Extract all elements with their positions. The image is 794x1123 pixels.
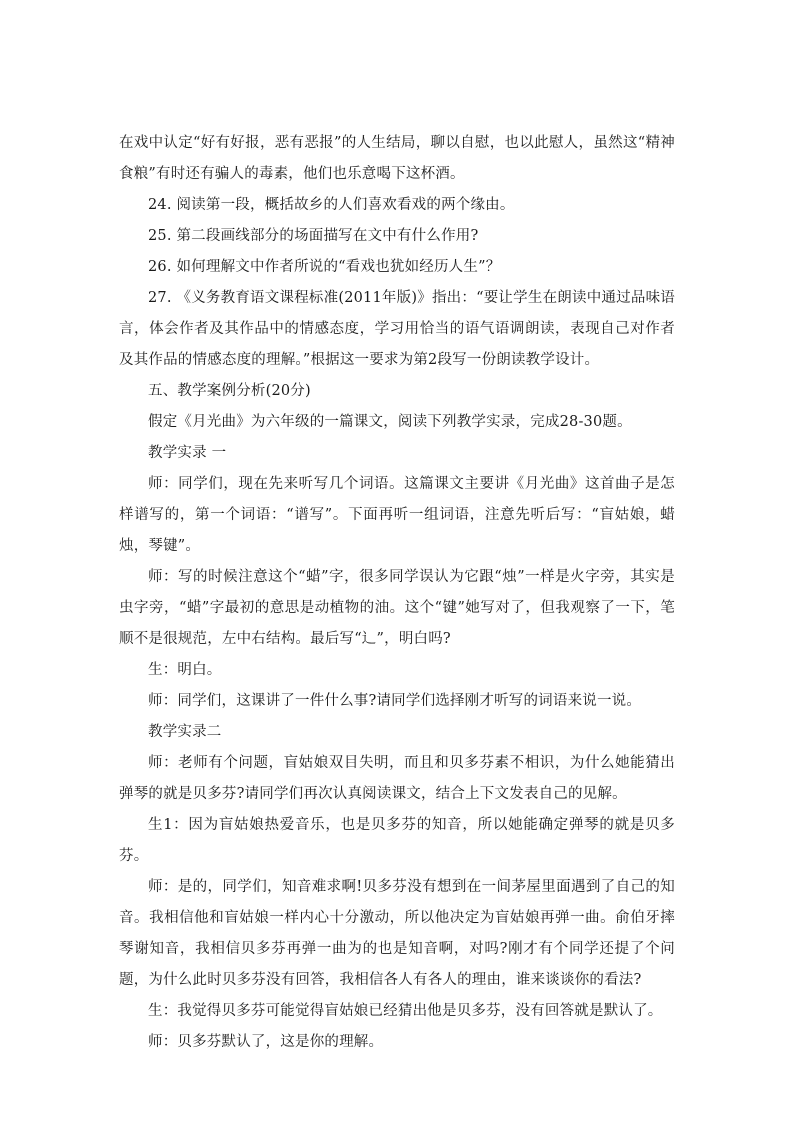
- transcript-line: 师：是的，同学们，知音难求啊!贝多芬没有想到在一间茅屋里面遇到了自己的知音。我相信他和盲姑娘一样内心十分激动，所以他决定为盲姑娘再弹一曲。俞伯牙摔琴谢知音，我相信贝多芬再弹一曲为的也是知音啊，对吗?刚才有个同学还提了个问题，为什么此时贝多芬没有回答，我相信各人有各人的理由，谁来谈谈你的看法?: [119, 879, 675, 988]
- transcript-line: 师：写的时候注意这个“蜡”字，很多同学误认为它跟“烛”一样是火字旁，其实是虫字旁，“蜡”字最初的意思是动植物的油。这个“键”她写对了，但我观察了一下，笔顺不是很规范，左中右结构。最后写“辶”，明白吗?: [119, 569, 675, 647]
- transcript-line: 师：老师有个问题，盲姑娘双目失明，而且和贝多芬素不相识，为什么她能猜出弹琴的就是贝多芬?请同学们再次认真阅读课文，结合上下文发表自己的见解。: [119, 755, 675, 802]
- question-27: 27. 《义务教育语文课程标准(2011年版)》指出：“要让学生在朗读中通过品味语言，体会作者及其作品中的情感态度，学习用恰当的语气语调朗读，表现自己对作者及其作品的情感态度的理解。”根据这一要求为第2段写一份朗读教学设计。: [119, 290, 675, 368]
- paragraph-continuation: 在戏中认定“好有好报，恶有恶报”的人生结局，聊以自慰，也以此慰人，虽然这“精神食粮”有时还有骗人的毒素，他们也乐意喝下这杯酒。: [119, 135, 675, 182]
- transcript-line: 生：我觉得贝多芬可能觉得盲姑娘已经猜出他是贝多芬，没有回答就是默认了。: [148, 1003, 663, 1019]
- section-heading-case-analysis: 五、教学案例分析(20分): [148, 383, 311, 399]
- question-26: 26. 如何理解文中作者所说的“看戏也犹如经历人生”？: [148, 259, 501, 275]
- transcript-1-heading: 教学实录 一: [148, 445, 227, 461]
- transcript-line: 生1：因为盲姑娘热爱音乐，也是贝多芬的知音，所以她能确定弹琴的就是贝多芬。: [119, 817, 675, 864]
- transcript-line: 师：同学们，现在先来听写几个词语。这篇课文主要讲《月光曲》这首曲子是怎样谱写的，第一个词语：“谱写”。下面再听一组词语，注意先听后写：“盲姑娘，蜡烛，琴键”。: [119, 476, 675, 554]
- document-body: [119, 128, 675, 1058]
- transcript-line: 师：贝多芬默认了，这是你的理解。: [148, 1034, 384, 1050]
- case-intro: 假定《月光曲》为六年级的一篇课文，阅读下列教学实录，完成28-30题。: [148, 414, 632, 430]
- question-24: 24. 阅读第一段，概括故乡的人们喜欢看戏的两个缘由。: [148, 197, 515, 213]
- transcript-line: 生：明白。: [148, 662, 222, 678]
- transcript-line: 师：同学们，这课讲了一件什么事?请同学们选择刚才听写的词语来说一说。: [148, 693, 642, 709]
- transcript-2-heading: 教学实录二: [148, 724, 222, 740]
- question-25: 25. 第二段画线部分的场面描写在文中有什么作用?: [148, 228, 479, 244]
